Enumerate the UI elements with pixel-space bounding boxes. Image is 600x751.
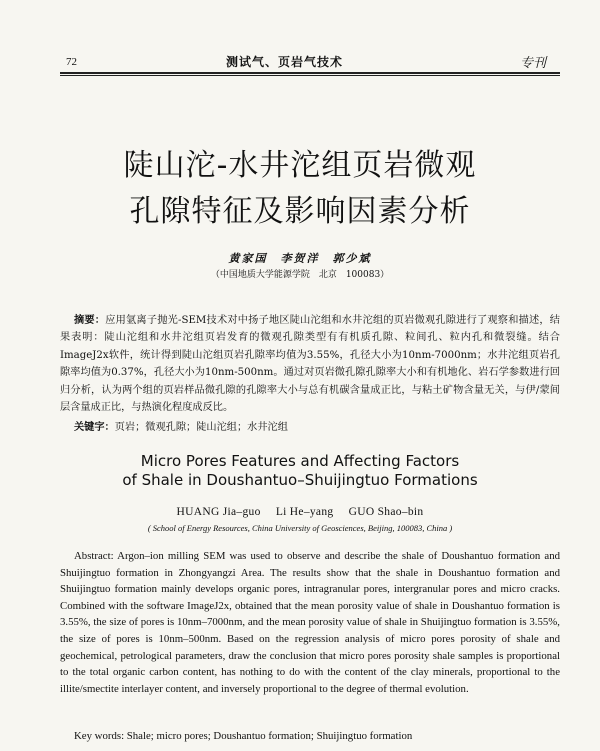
author-2: Li He–yang <box>275 506 334 518</box>
english-keywords-label: Key words: <box>74 730 125 742</box>
chinese-keywords <box>74 418 560 433</box>
header-rule <box>60 72 560 76</box>
running-header <box>0 50 600 72</box>
author-3: GUO Shao–bin <box>348 506 424 518</box>
chinese-abstract-text: 应用氩离子抛光-SEM技术对中扬子地区陡山沱组和水井沱组的页岩微观孔隙进行了观察和描述，结果表明：陡山沱组和水井沱组页岩发育的微观孔隙类型有有机质孔隙、粒间孔、粒内孔和微裂缝。结合ImageJ2x软件，统计得到陡山沱组页岩孔隙率均值为3.55%，孔径大小为10nm-7000nm；水井沱组页岩孔隙率均值为0.37%，孔径大小为10nm-500nm。通过对页岩微孔隙孔隙率大小和有机地化、岩石学参数进行回归分析，认为两个组的页岩样品微孔隙的孔隙率大小与总有机碳含量成正比，与粘土矿物含量无关，与伊/蒙间层含量成正比，与热演化程度成反比。 <box>60 315 560 414</box>
english-keywords <box>74 730 560 742</box>
chinese-affiliation: （中国地质大学能源学院 北京 100083） <box>210 270 390 280</box>
chinese-title-line-2: 孔隙特征及影响因素分析 <box>129 194 471 229</box>
english-abstract <box>60 548 560 697</box>
english-abstract-label: Abstract: <box>74 550 114 562</box>
author-1: HUANG Jia–guo <box>176 506 261 518</box>
english-keywords-text: Shale; micro pores; Doushantuo formation; Shuijingtuo formation <box>126 730 413 742</box>
english-authors <box>0 506 600 518</box>
chinese-keywords-label: 关键字： <box>74 421 115 433</box>
chinese-keywords-text: 页岩；微观孔隙；陡山沱组；水井沱组 <box>114 422 288 433</box>
chinese-authors: 黄家国 李贺洋 郭少斌 <box>228 252 372 265</box>
english-title-line-1: Micro Pores Features and Affecting Factors <box>140 452 460 470</box>
page-number: 72 <box>66 56 77 68</box>
english-affiliation: ( School of Energy Resources, China University of Geosciences, Beijing, 100083, China ) <box>147 523 453 533</box>
english-abstract-text: Argon–ion milling SEM was used to observe and describe the shale of Doushantuo formation and Shuijingtuo formation in Zhongyangzi Area. The results show that the shale in Doushantuo formation and Shuijingtuo formation mainly develops organic pores, intragranular pores, intergranular pores and micro cracks. Combined with the software ImageJ2x, obtained that the mean porosity value of shale in Doushantuo formation is 3.55%, the size of pores is 10nm–7000nm, and the mean porosity value of shale in Shuijingtuo formation is 3.55%, the size of pores is 10nm–500nm. Based on the regression analysis of micro pores porosity of shale and geochemical, petrological parameters, draw the conclusion that micro pores porosity shale samples is proportional to the total organic carbon content, has nothing to do with the content of the clay minerals, proportional to the illite/smectite interlayer content, and inversely proportional to the degree of thermal evolution. <box>60 550 560 695</box>
english-title-line-2: of Shale in Doushantuo–Shuijingtuo Formations <box>122 471 478 489</box>
chinese-title-line-1: 陡山沱-水井沱组页岩微观 <box>123 148 477 183</box>
chinese-abstract <box>60 312 560 416</box>
journal-name: 测试气、页岩气技术 <box>226 55 344 69</box>
section-tag: 专刊 <box>520 56 547 71</box>
chinese-abstract-label: 摘要： <box>74 314 106 326</box>
